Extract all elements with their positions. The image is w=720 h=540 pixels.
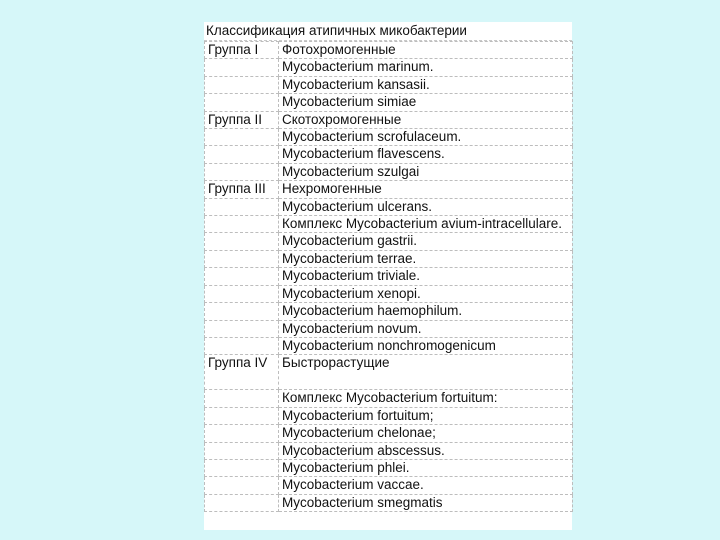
table-row (205, 459, 573, 476)
species-cell: Комплекс Mycobacterium avium-intracellulare. (279, 216, 573, 233)
group-cell (205, 94, 279, 111)
group-cell: Группа IV (205, 355, 279, 390)
group-cell (205, 250, 279, 267)
species-cell: Mycobacterium novum. (279, 320, 573, 337)
species-cell: Mycobacterium simiae (279, 94, 573, 111)
table-row (205, 425, 573, 442)
species-cell: Mycobacterium ulcerans. (279, 198, 573, 215)
group-cell (205, 129, 279, 146)
species-cell: Mycobacterium haemophilum. (279, 303, 573, 320)
species-cell: Быстрорастущие (279, 355, 573, 390)
group-cell (205, 233, 279, 250)
group-cell (205, 337, 279, 354)
table-row (205, 268, 573, 285)
species-cell: Mycobacterium marinum. (279, 59, 573, 76)
table-row (205, 320, 573, 337)
group-cell (205, 494, 279, 511)
classification-table (204, 41, 573, 512)
table-row (205, 407, 573, 424)
group-cell (205, 477, 279, 494)
table-row (205, 94, 573, 111)
classification-sheet (204, 22, 572, 530)
species-cell: Скотохромогенные (279, 111, 573, 128)
table-row (205, 111, 573, 128)
table-row (205, 250, 573, 267)
group-cell (205, 303, 279, 320)
table-row (205, 181, 573, 198)
group-cell: Группа III (205, 181, 279, 198)
group-cell (205, 285, 279, 302)
group-cell (205, 59, 279, 76)
table-row (205, 129, 573, 146)
species-cell: Mycobacterium abscessus. (279, 442, 573, 459)
species-cell: Нехромогенные (279, 181, 573, 198)
group-cell (205, 407, 279, 424)
table-row (205, 477, 573, 494)
species-cell: Фотохромогенные (279, 42, 573, 59)
species-cell: Mycobacterium terrae. (279, 250, 573, 267)
group-cell (205, 76, 279, 93)
table-row (205, 59, 573, 76)
species-cell: Mycobacterium xenopi. (279, 285, 573, 302)
group-cell: Группа II (205, 111, 279, 128)
group-cell (205, 146, 279, 163)
table-row (205, 442, 573, 459)
species-cell: Mycobacterium flavescens. (279, 146, 573, 163)
species-cell: Mycobacterium chelonae; (279, 425, 573, 442)
group-cell (205, 320, 279, 337)
group-cell (205, 442, 279, 459)
table-row (205, 390, 573, 407)
group-cell (205, 198, 279, 215)
table-row (205, 163, 573, 180)
table-row (205, 233, 573, 250)
group-cell (205, 163, 279, 180)
species-cell: Mycobacterium vaccae. (279, 477, 573, 494)
table-row (205, 42, 573, 59)
species-cell: Mycobacterium smegmatis (279, 494, 573, 511)
table-row (205, 303, 573, 320)
table-title: Классификация атипичных микобактерии (204, 22, 572, 41)
group-cell (205, 425, 279, 442)
group-cell (205, 268, 279, 285)
group-cell (205, 459, 279, 476)
table-row (205, 146, 573, 163)
group-cell (205, 390, 279, 407)
table-row (205, 285, 573, 302)
species-cell: Mycobacterium gastrii. (279, 233, 573, 250)
species-cell: Mycobacterium triviale. (279, 268, 573, 285)
species-cell: Комплекс Mycobacterium fortuitum: (279, 390, 573, 407)
group-cell: Группа I (205, 42, 279, 59)
species-cell: Mycobacterium szulgai (279, 163, 573, 180)
table-row (205, 198, 573, 215)
table-body (205, 42, 573, 512)
species-cell: Mycobacterium scrofulaceum. (279, 129, 573, 146)
species-cell: Mycobacterium kansasii. (279, 76, 573, 93)
species-cell: Mycobacterium phlei. (279, 459, 573, 476)
table-row (205, 337, 573, 354)
table-row (205, 355, 573, 390)
table-row (205, 76, 573, 93)
table-row (205, 494, 573, 511)
group-cell (205, 216, 279, 233)
table-row (205, 216, 573, 233)
species-cell: Mycobacterium nonchromogenicum (279, 337, 573, 354)
species-cell: Mycobacterium fortuitum; (279, 407, 573, 424)
